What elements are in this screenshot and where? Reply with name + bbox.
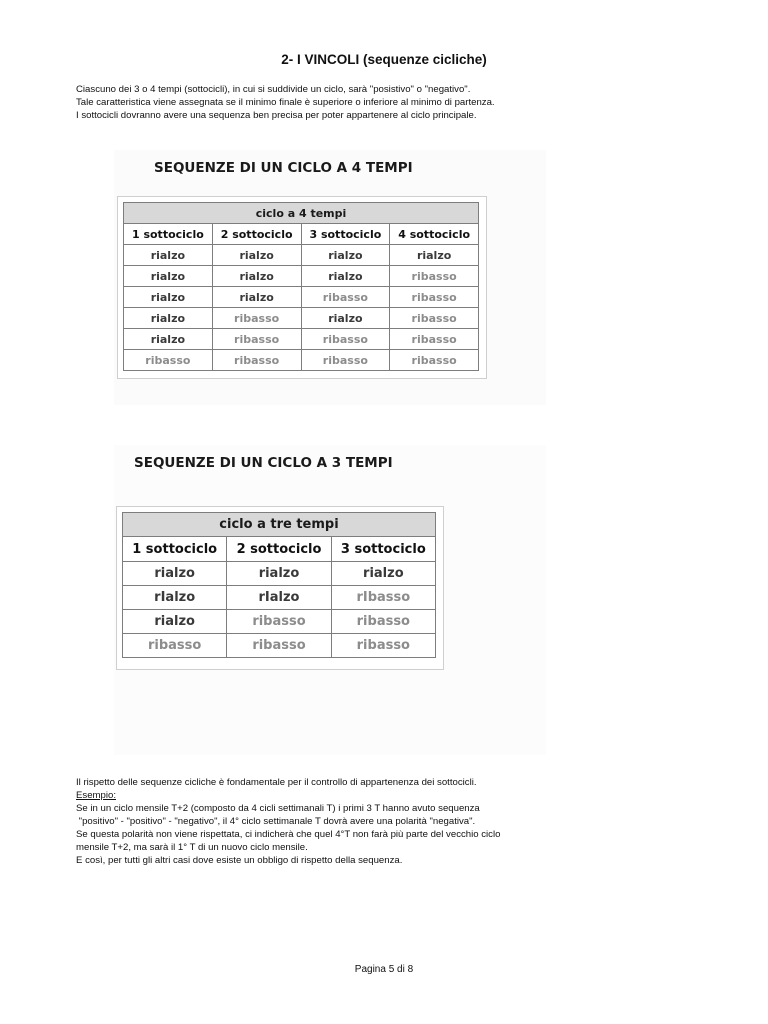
table-caption: ciclo a tre tempi xyxy=(123,513,436,537)
explanation-paragraph xyxy=(76,776,716,867)
table-row xyxy=(123,562,436,586)
table-header-row xyxy=(123,537,436,562)
figure-4-cycle-sequences xyxy=(114,150,546,405)
figure-heading: SEQUENZE DI UN CICLO A 3 TEMPI xyxy=(134,455,393,471)
table-cell: rialzo xyxy=(301,245,390,266)
table-header-row xyxy=(124,224,479,245)
table-cell: ribasso xyxy=(301,287,390,308)
table-cell: rialzo xyxy=(301,308,390,329)
table-frame xyxy=(116,506,444,670)
sequence-table-3 xyxy=(122,512,436,658)
table-cell: ribasso xyxy=(390,329,479,350)
table-cell: ribasso xyxy=(331,634,435,658)
table-row xyxy=(124,329,479,350)
column-header: 3 sottociclo xyxy=(301,224,390,245)
table-row xyxy=(124,308,479,329)
table-row xyxy=(124,266,479,287)
table-caption: ciclo a 4 tempi xyxy=(124,203,479,224)
table-cell: ribasso xyxy=(212,308,301,329)
table-cell: rialzo xyxy=(212,245,301,266)
page-title: 2- I VINCOLI (sequenze cicliche) xyxy=(281,52,487,67)
intro-line: I sottocicli dovranno avere una sequenza ben precisa per poter appartenere al ciclo principale. xyxy=(76,110,477,121)
table-cell: rialzo xyxy=(390,245,479,266)
intro-line: Tale caratteristica viene assegnata se il minimo finale è superiore o inferiore al minimo di partenza. xyxy=(76,97,495,108)
table-cell: ribasso xyxy=(390,287,479,308)
table-cell: ribasso xyxy=(390,350,479,371)
column-header: 3 sottociclo xyxy=(331,537,435,562)
table-cell: rialzo xyxy=(124,245,213,266)
table-cell: rIalzo xyxy=(123,586,227,610)
example-label: Esempio: xyxy=(76,790,116,801)
table-cell: ribasso xyxy=(390,308,479,329)
table-cell: ribasso xyxy=(123,634,227,658)
table-cell: rialzo xyxy=(212,287,301,308)
table-cell: rialzo xyxy=(123,562,227,586)
table-frame xyxy=(117,196,487,379)
example-line: Se in un ciclo mensile T+2 (composto da 4 cicli settimanali T) i primi 3 T hanno avuto sequenza xyxy=(76,803,480,814)
table-cell: rialzo xyxy=(124,287,213,308)
column-header: 1 sottociclo xyxy=(124,224,213,245)
example-line: Se questa polarità non viene rispettata, ci indicherà che quel 4°T non farà più parte del vecchio ciclo xyxy=(76,829,501,840)
table-cell: rialzo xyxy=(331,562,435,586)
figure-3-cycle-sequences xyxy=(114,445,546,755)
table-cell: ribasso xyxy=(390,266,479,287)
column-header: 2 sottociclo xyxy=(227,537,331,562)
table-cell: rialzo xyxy=(301,266,390,287)
table-row xyxy=(123,610,436,634)
lead-line: Il rispetto delle sequenze cicliche è fondamentale per il controllo di appartenenza dei sottocicli. xyxy=(76,777,477,788)
table-cell: ribasso xyxy=(124,350,213,371)
column-header: 4 sottociclo xyxy=(390,224,479,245)
intro-line: Ciascuno dei 3 o 4 tempi (sottocicli), in cui si suddivide un ciclo, sarà "posistivo" o "negativo". xyxy=(76,84,471,95)
column-header: 2 sottociclo xyxy=(212,224,301,245)
table-cell: rialzo xyxy=(227,562,331,586)
table-row xyxy=(123,586,436,610)
table-cell: rialzo xyxy=(124,308,213,329)
table-cell: rialzo xyxy=(124,329,213,350)
example-line: mensile T+2, ma sarà il 1° T di un nuovo ciclo mensile. xyxy=(76,842,308,853)
example-line: "positivo" - "positivo" - "negativo", il 4° ciclo settimanale T dovrà avere una polarità "negativa". xyxy=(76,816,476,827)
table-row xyxy=(123,634,436,658)
table-cell: ribasso xyxy=(212,350,301,371)
intro-paragraph xyxy=(76,83,716,122)
table-cell: ribasso xyxy=(301,329,390,350)
sequence-table-4 xyxy=(123,202,479,371)
table-row xyxy=(124,245,479,266)
table-cell: ribasso xyxy=(331,610,435,634)
table-cell: rialzo xyxy=(124,266,213,287)
table-row xyxy=(124,350,479,371)
table-cell: ribasso xyxy=(227,610,331,634)
table-row xyxy=(124,287,479,308)
table-cell: rialzo xyxy=(212,266,301,287)
table-cell: ribasso xyxy=(301,350,390,371)
page-number: Pagina 5 di 8 xyxy=(354,964,414,975)
table-cell: ribasso xyxy=(227,634,331,658)
table-cell: ribasso xyxy=(212,329,301,350)
table-cell: rIalzo xyxy=(227,586,331,610)
example-line: E così, per tutti gli altri casi dove esiste un obbligo di rispetto della sequenza. xyxy=(76,855,403,866)
figure-heading: SEQUENZE DI UN CICLO A 4 TEMPI xyxy=(154,160,413,176)
column-header: 1 sottociclo xyxy=(123,537,227,562)
table-cell: rIbasso xyxy=(331,586,435,610)
table-cell: rialzo xyxy=(123,610,227,634)
